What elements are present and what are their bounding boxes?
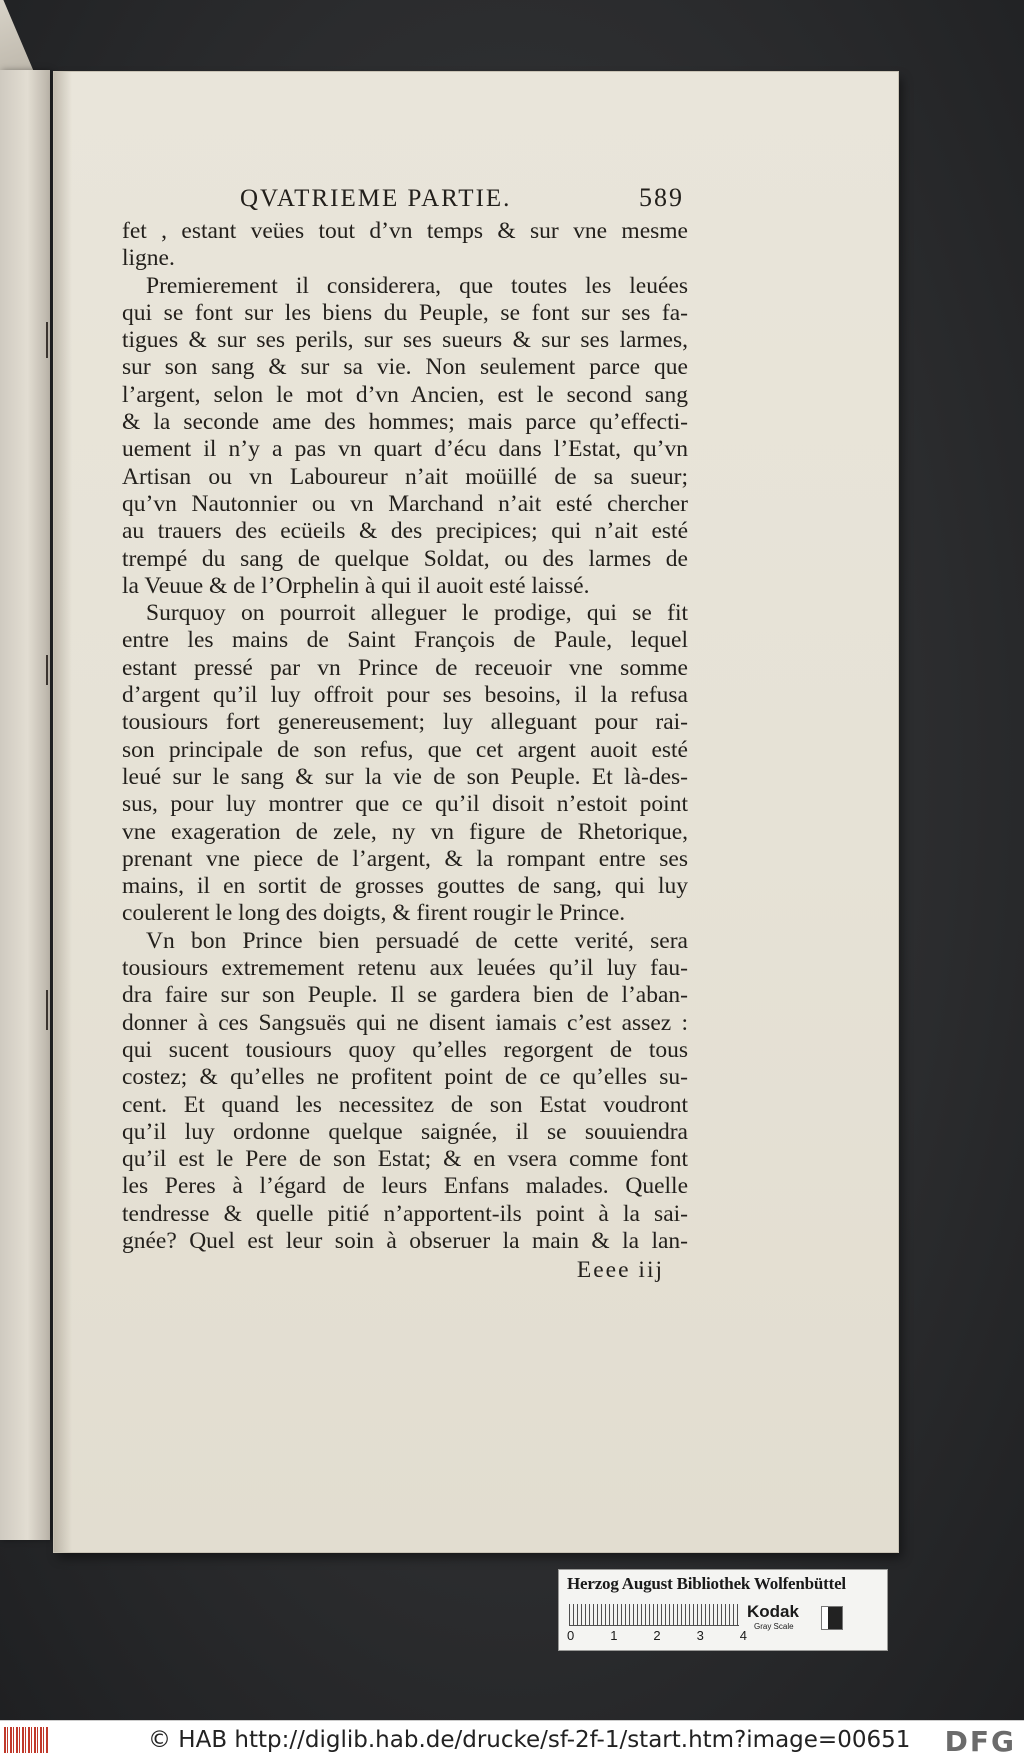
text-line: Surquoy on pourroit alleguer le prodige, qui se fit [146,600,688,627]
text-line: Vn bon Prince bien persuadé de cette verité, sera [146,927,688,954]
paragraph [122,273,688,601]
copyright-link[interactable]: © HAB http://diglib.hab.de/drucke/sf-2f-1/start.htm?image=00651 [148,1727,911,1753]
ruler-scale [569,1604,739,1626]
gutter-mark [46,655,48,685]
text-line: mains, il en sortit de grosses gouttes de sang, qui luy [122,873,688,900]
text-line: qu’il est le Pere de son Estat; & en vsera comme font [122,1146,688,1173]
text-line: & la seconde ame des hommes; mais parce qu’effecti- [122,409,688,436]
paragraph [122,218,688,273]
previous-page-edge [0,70,50,1540]
text-line: les Peres à l’égard de leurs Enfans malades. Quelle [122,1173,688,1200]
gutter-mark [46,990,48,1030]
text-line: vne exageration de zele, ny vn figure de Rhetorique, [122,818,688,845]
ruler-number: 2 [653,1628,661,1643]
page-text [122,184,688,1285]
footer-bar [0,1720,1024,1759]
text-line: coulerent le long des doigts, & firent rougir le Prince. [122,900,626,927]
text-line: dra faire sur son Peuple. Il se gardera bien de l’aban- [122,982,688,1009]
text-line: d’argent qu’il luy offroit pour ses besoins, il la refusa [122,682,688,709]
ruler-number: 1 [610,1628,618,1643]
text-line: l’argent, selon le mot d’vn Ancien, est le second sang [122,381,688,408]
text-line: Artisan ou vn Laboureur n’ait moüillé de sa sueur; [122,463,688,490]
text-line: costez; & qu’elles ne profitent point de ce qu’elles su- [122,1064,688,1091]
text-line: uement il n’y a pas vn quart d’écu dans l’Estat, qu’vn [122,436,688,463]
text-line: tendresse & quelle pitié n’apportent-ils point à la sai- [122,1200,688,1227]
text-line: la Veuue & de l’Orphelin à qui il auoit esté laissé. [122,572,590,599]
text-line: fet , estant veües tout d’vn temps & sur vne mesme [122,218,688,244]
text-line: au trauers des ecüeils & des precipices; qui n’ait esté [122,518,688,545]
text-line: Premierement il considerera, que toutes les leuées [146,272,688,299]
gray-scale-label: Gray Scale [754,1622,794,1631]
paragraph [122,928,688,1256]
gray-swatch [821,1606,843,1630]
gutter-mark [46,322,48,358]
barcode-icon [4,1727,48,1753]
ruler-number: 0 [567,1628,575,1643]
text-line: prenant vne piece de l’argent, & la rompant entre ses [122,845,688,872]
text-line: entre les mains de Saint François de Paule, lequel [122,627,688,654]
page-shadow [54,72,72,1552]
text-line: estant pressé par vn Prince de receuoir vne somme [122,654,688,681]
text-line: tousiours extremement retenu aux leuées qu’il luy fau- [122,955,688,982]
text-line: tousiours fort genereusement; luy alleguant pour rai- [122,709,688,736]
text-line: qu’vn Nautonnier ou vn Marchand n’ait esté chercher [122,490,688,517]
text-line: tigues & sur ses perils, sur ses sueurs & sur ses larmes, [122,327,688,354]
ruler-number: 4 [739,1628,747,1643]
text-line: cent. Et quand les necessitez de son Estat voudront [122,1091,688,1118]
page-number: 589 [639,183,684,212]
text-line: donner à ces Sangsuës qui ne disent iamais c’est assez : [122,1009,688,1036]
text-line: qu’il luy ordonne quelque saignée, il se souuiendra [122,1118,688,1145]
running-title: QVATRIEME PARTIE. [240,185,512,212]
text-line: gnée? Quel est leur soin à obseruer la main & la lan- [122,1227,688,1254]
text-line: son principale de son refus, que cet argent auoit esté [122,736,688,763]
text-line: sus, pour luy montrer que ce qu’il disoit n’estoit point [122,791,688,818]
kodak-logo: Kodak [747,1602,799,1621]
card-title: Herzog August Bibliothek Wolfenbüttel [567,1574,846,1593]
paragraph [122,600,688,928]
text-line: ligne. [122,245,175,272]
text-line: sur son sang & sur sa vie. Non seulement parce que [122,354,688,381]
ruler-number: 3 [696,1628,704,1643]
text-line: qui se font sur les biens du Peuple, se font sur ses fa- [122,299,688,326]
color-reference-card [558,1569,888,1651]
dfg-logo: DFG [944,1725,1016,1758]
running-header [122,184,688,218]
text-line: trempé du sang de quelque Soldat, ou des larmes de [122,545,688,572]
text-line: leué sur le sang & sur la vie de son Peuple. Et là-des- [122,763,688,790]
ruler-numbers [567,1628,747,1643]
text-line: qui sucent tousiours quoy qu’elles regorgent de tous [122,1036,688,1063]
signature-mark: Eeee iij [576,1257,664,1284]
